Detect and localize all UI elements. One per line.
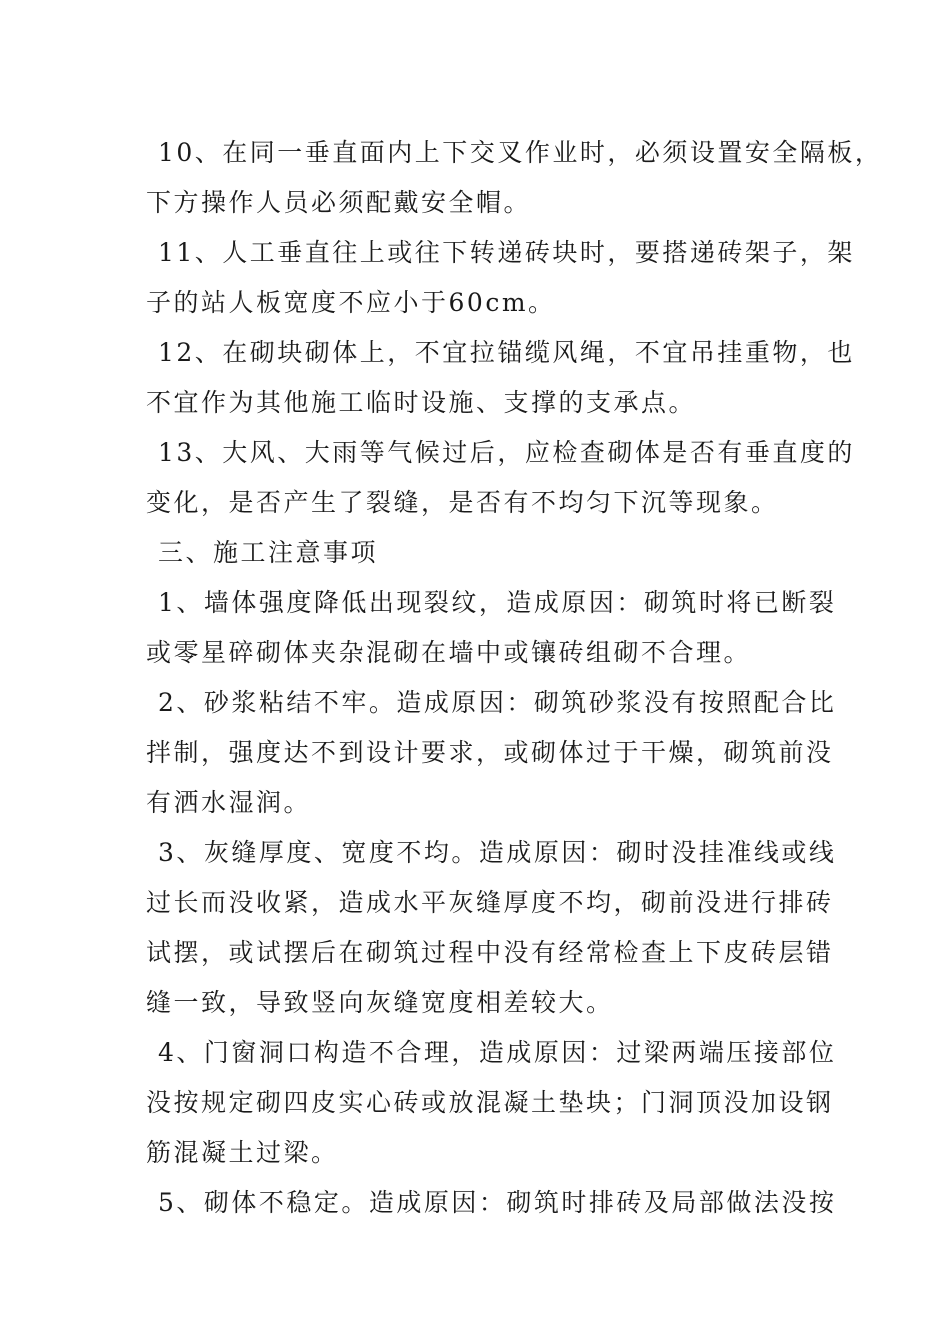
text-line: 不宜作为其他施工临时设施、支撑的支承点。: [146, 388, 697, 417]
text-line: 试摆，或试摆后在砌筑过程中没有经常检查上下皮砖层错: [146, 938, 834, 967]
text-line: 12、在砌块砌体上，不宜拉锚缆风绳，不宜吊挂重物，也: [158, 338, 855, 367]
paragraph-note-2: [146, 678, 837, 828]
text-line: 1、墙体强度降低出现裂纹，造成原因：砌筑时将已断裂: [158, 588, 837, 617]
text-line: 3、灰缝厚度、宽度不均。造成原因：砌时没挂准线或线: [158, 838, 837, 867]
text-line: 拌制，强度达不到设计要求，或砌体过于干燥，砌筑前没: [146, 738, 834, 767]
text-line: 2、砂浆粘结不牢。造成原因：砌筑砂浆没有按照配合比: [158, 688, 837, 717]
paragraph-note-3: [146, 828, 837, 1028]
section-heading: [146, 528, 822, 578]
paragraph-item-10: [146, 128, 883, 228]
text-line: 4、门窗洞口构造不合理，造成原因：过梁两端压接部位: [158, 1038, 837, 1067]
text-line: 变化，是否产生了裂缝，是否有不均匀下沉等现象。: [146, 488, 779, 517]
paragraph-note-5: [146, 1178, 837, 1228]
text-line: 下方操作人员必须配戴安全帽。: [146, 188, 532, 217]
text-line: 筋混凝土过梁。: [146, 1138, 339, 1167]
paragraph-item-12: [146, 328, 855, 428]
text-line: 缝一致，导致竖向灰缝宽度相差较大。: [146, 988, 614, 1017]
text-line: 有洒水湿润。: [146, 788, 312, 817]
text-line: 10、在同一垂直面内上下交叉作业时，必须设置安全隔板，: [158, 138, 883, 167]
paragraph-note-4: [146, 1028, 837, 1178]
text-line: 11、人工垂直往上或往下转递砖块时，要搭递砖架子，架: [158, 238, 855, 267]
paragraph-note-1: [146, 578, 837, 678]
text-line: 或零星碎砌体夹杂混砌在墙中或镶砖组砌不合理。: [146, 638, 752, 667]
text-line: 13、大风、大雨等气候过后，应检查砌体是否有垂直度的: [158, 438, 855, 467]
text-line: 过长而没收紧，造成水平灰缝厚度不均，砌前没进行排砖: [146, 888, 834, 917]
text-line: 5、砌体不稳定。造成原因：砌筑时排砖及局部做法没按: [158, 1188, 837, 1217]
text-line: 子的站人板宽度不应小于60cm。: [146, 288, 556, 317]
document-page: [146, 128, 883, 1228]
text-line: 没按规定砌四皮实心砖或放混凝土垫块；门洞顶没加设钢: [146, 1088, 834, 1117]
section-heading-text: 三、施工注意事项: [158, 538, 379, 567]
paragraph-item-13: [146, 428, 855, 528]
paragraph-item-11: [146, 228, 855, 328]
